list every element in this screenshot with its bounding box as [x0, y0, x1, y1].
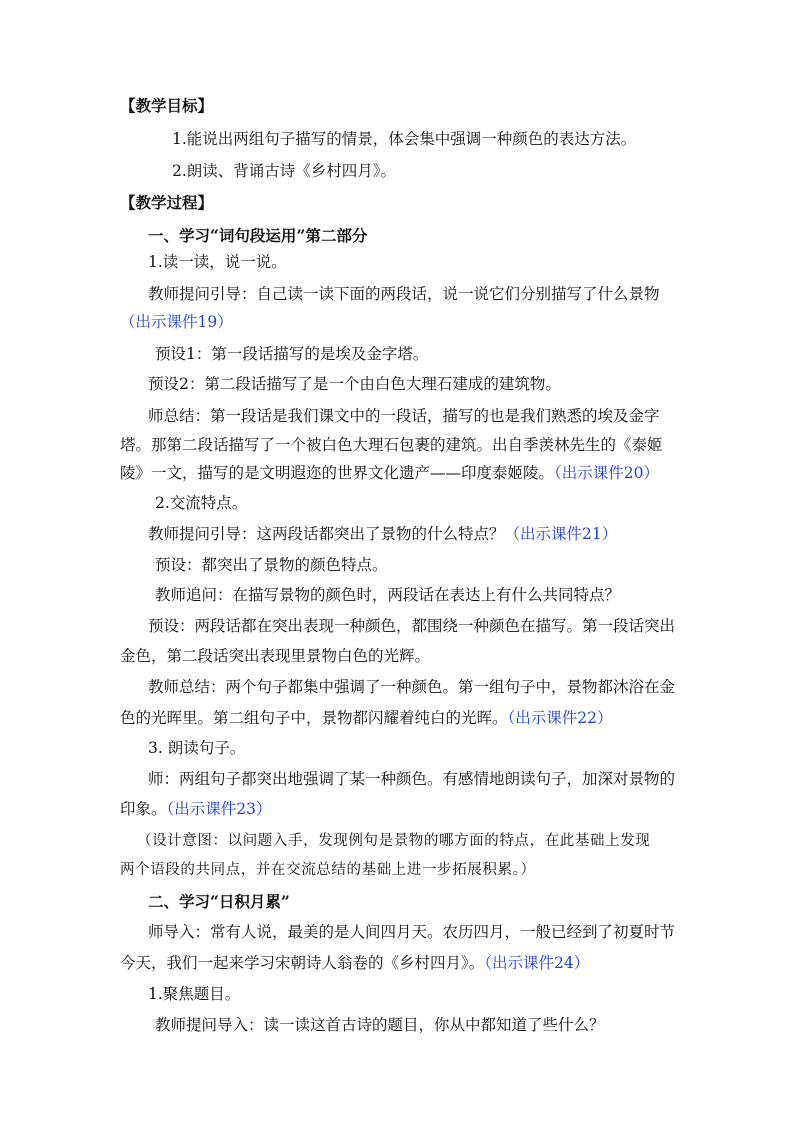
design-intent-line-1: （设计意图：以问题入手，发现例句是景物的哪方面的特点，在此基础上发现: [137, 833, 651, 849]
s2-intro-text: 今天，我们一起来学习宋朝诗人翁卷的《乡村四月》。: [120, 954, 485, 972]
s1-preset-2: 预设2：第二段话描写了是一个由白色大理石建成的建筑物。: [148, 375, 561, 393]
section-2-title: 二、学习“日积月累”: [148, 892, 290, 911]
s1-reading-text: 印象。: [120, 800, 167, 818]
s1-step-2: 2.交流特点。: [155, 494, 248, 512]
heading-teaching-process: 【教学过程】: [120, 193, 214, 212]
s1-guide-1: 教师提问引导：自己读一读下面的两段话，说一说它们分别描写了什么景物: [148, 285, 660, 303]
design-intent-line-2: 两个语段的共同点，并在交流总结的基础上进一步拓展积累。）: [120, 862, 536, 878]
s1-summary-line-1: 师总结：第一段话是我们课文中的一段话，描写的也是我们熟悉的埃及金字: [148, 407, 660, 425]
s2-step-1: 1.聚焦题目。: [148, 985, 241, 1003]
s1-preset-3: 预设：都突出了景物的颜色特点。: [155, 556, 388, 574]
slide-reference-19: （出示课件19）: [120, 313, 233, 331]
s1-guide-2-text: 教师提问引导：这两段话都突出了景物的什么特点？: [148, 525, 505, 543]
s1-teacher-summary-line-2: [120, 707, 613, 729]
slide-reference-22: （出示课件22）: [507, 709, 613, 727]
s1-guide-2: [148, 523, 617, 545]
s1-summary-line-3: [120, 462, 659, 484]
s1-summary-text: 陵》一文，描写的是文明遐迩的世界文化遗产——印度泰姬陵。: [120, 464, 555, 482]
goal-item-2: 2.朗读、背诵古诗《乡村四月》。: [172, 162, 397, 180]
s1-teacher-summary-line-1: 教师总结：两个句子都集中强调了一种颜色。第一组句子中，景物都沐浴在金: [148, 678, 676, 696]
slide-reference-24: （出示课件24）: [484, 954, 590, 972]
slide-reference-20: （出示课件20）: [554, 464, 659, 482]
s1-follow-up-question: 教师追问：在描写景物的颜色时，两段话在表达上有什么共同特点？: [155, 586, 621, 604]
slide-reference-23: （出示课件23）: [166, 800, 272, 818]
s1-preset-4-line-2: 金色，第二段话突出表现里景物白色的光辉。: [120, 647, 431, 665]
goal-item-1: 1.能说出两组句子描写的情景，体会集中强调一种颜色的表达方法。: [172, 130, 637, 148]
heading-teaching-goals: 【教学目标】: [120, 96, 214, 115]
s2-intro-line-1: 师导入：常有人说，最美的是人间四月天。农历四月，一般已经到了初夏时节: [148, 923, 676, 941]
s1-reading-line-1: 师：两组句子都突出地强调了某一种颜色。有感情地朗读句子，加深对景物的: [148, 770, 676, 788]
s1-step-3: 3. 朗读句子。: [148, 739, 246, 757]
s1-teacher-summary-text: 色的光晖里。第二组句子中，景物都闪耀着纯白的光晖。: [120, 709, 508, 727]
s1-reading-line-2: [120, 798, 272, 820]
s1-preset-4-line-1: 预设：两段话都在突出表现一种颜色，都围绕一种颜色在描写。第一段话突出: [148, 617, 676, 635]
s1-step-1: 1.读一读，说一说。: [148, 253, 287, 271]
s1-summary-line-2: 塔。那第二段话描写了一个被白色大理石包裹的建筑。出自季羡林先生的《泰姬: [120, 436, 663, 454]
s2-intro-line-2: [120, 952, 589, 974]
s1-preset-1: 预设1：第一段话描写的是埃及金字塔。: [155, 345, 429, 363]
slide-reference-21: （出示课件21）: [504, 525, 618, 543]
section-1-title: 一、学习“词句段运用”第二部分: [148, 226, 368, 245]
s2-guide: 教师提问导入：读一读这首古诗的题目，你从中都知道了些什么？: [155, 1016, 605, 1034]
